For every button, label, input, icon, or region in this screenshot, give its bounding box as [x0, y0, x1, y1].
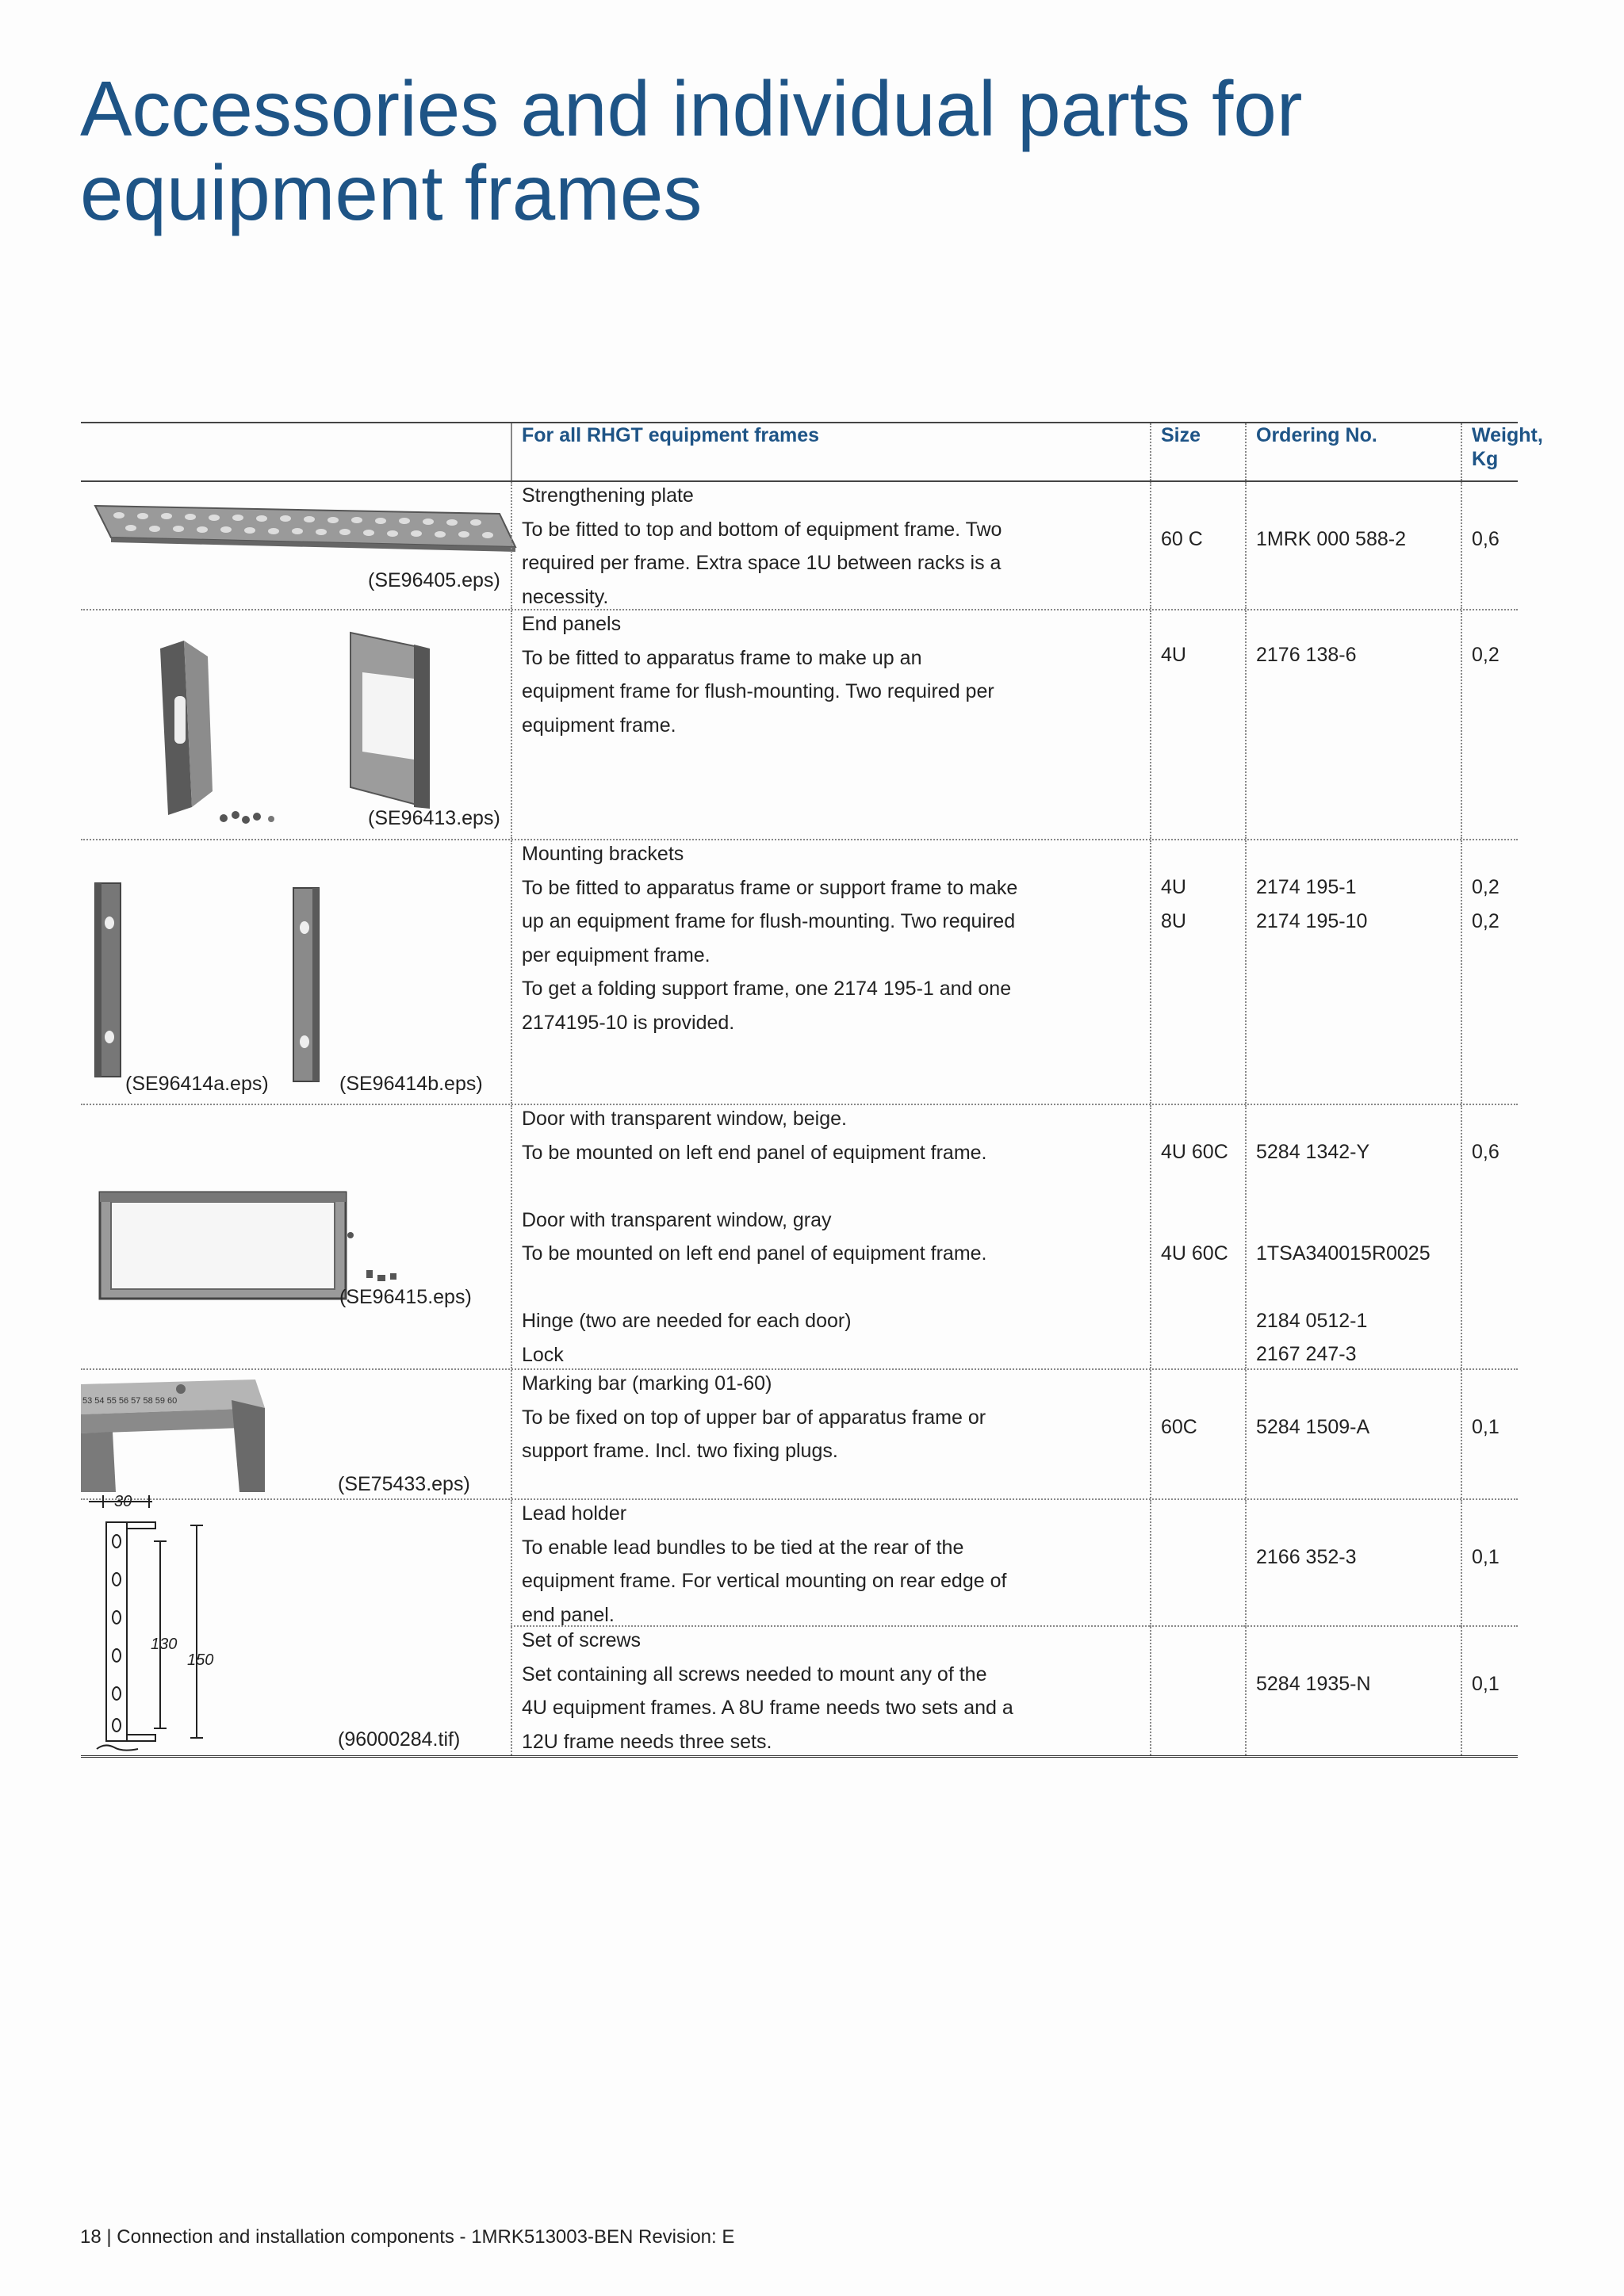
- end-panels-image: [113, 625, 446, 831]
- weight-value: 0,6: [1472, 528, 1500, 550]
- description-line: Lock: [522, 1343, 564, 1366]
- description-line: Hinge (two are needed for each door): [522, 1310, 852, 1332]
- image-cell: [81, 840, 511, 1104]
- description-cell: [511, 840, 1150, 1104]
- weight-value: 0,1: [1472, 1546, 1500, 1568]
- ordering-number: [1256, 1270, 1461, 1304]
- description-line: 2174195-10 is provided.: [522, 1011, 735, 1034]
- item-title: End panels: [522, 613, 622, 635]
- ordering-number: 2167 247-3: [1256, 1343, 1357, 1365]
- size-value: [1161, 1169, 1245, 1203]
- table-row-doors: [81, 1105, 1518, 1370]
- weight-cell: [1461, 1627, 1518, 1755]
- dimension-150: 150: [187, 1651, 214, 1669]
- header-ordering: Ordering No.: [1256, 424, 1377, 446]
- description-line: 12U frame needs three sets.: [522, 1730, 772, 1753]
- description-line: equipment frame for flush-mounting. Two required per: [522, 680, 994, 702]
- table-row-strengthening-plate: [81, 482, 1518, 610]
- strengthening-plate-image: [87, 499, 531, 555]
- description-line: equipment frame.: [522, 714, 676, 737]
- size-cell: [1150, 1500, 1245, 1627]
- item-title: Marking bar (marking 01-60): [522, 1372, 772, 1395]
- weight-value: 0,1: [1472, 1416, 1500, 1438]
- weight-cell: [1461, 840, 1518, 1104]
- description-line: To be fitted to top and bottom of equipment frame. Two: [522, 518, 1002, 541]
- weight-cell: [1461, 1105, 1518, 1368]
- table-row-mounting-brackets: [81, 840, 1518, 1105]
- size-value: 60C: [1161, 1416, 1197, 1438]
- image-cell: [81, 1105, 511, 1368]
- weight-cell: [1461, 1370, 1518, 1498]
- description-line: To be fitted to apparatus frame to make up an: [522, 646, 922, 669]
- image-reference: (SE96405.eps): [368, 569, 500, 591]
- size-value: 8U: [1161, 909, 1186, 932]
- ordering-number: 1TSA340015R0025: [1256, 1242, 1431, 1265]
- image-reference: (SE96415.eps): [339, 1286, 472, 1308]
- size-cell: [1150, 840, 1245, 1104]
- ordering-number: [1256, 1203, 1461, 1237]
- ordering-number: 5284 1509-A: [1256, 1416, 1370, 1438]
- ordering-number: 2174 195-10: [1256, 909, 1368, 932]
- size-cell: [1150, 482, 1245, 609]
- page-title-line-2: equipment frames: [80, 149, 703, 236]
- ordering-number: 1MRK 000 588-2: [1256, 528, 1407, 550]
- description-line: necessity.: [522, 585, 609, 608]
- image-reference: (SE75433.eps): [338, 1473, 470, 1495]
- size-value: 60 C: [1161, 528, 1203, 550]
- header-image-cell: [81, 423, 511, 480]
- header-description-cell: [511, 423, 1150, 480]
- description-line: Door with transparent window, gray: [522, 1208, 832, 1231]
- size-value: [1161, 1203, 1245, 1237]
- description-cell: [511, 482, 1150, 609]
- header-description: For all RHGT equipment frames: [522, 424, 820, 446]
- ordering-number: 2174 195-1: [1256, 876, 1357, 898]
- description-cell: [511, 610, 1150, 839]
- ordering-cell: [1245, 610, 1461, 839]
- marking-numbers: 53 54 55 56 57 58 59 60: [82, 1396, 178, 1406]
- ordering-cell: [1245, 1370, 1461, 1498]
- ordering-cell: [1245, 840, 1461, 1104]
- description-line: end panel.: [522, 1603, 615, 1626]
- page-title-line-1: Accessories and individual parts for: [80, 65, 1303, 152]
- description-line: per equipment frame.: [522, 943, 710, 966]
- description-line: To be fitted to apparatus frame or support frame to make: [522, 876, 1018, 899]
- image-cell: [81, 610, 511, 839]
- image-reference: (96000284.tif): [338, 1728, 461, 1751]
- marking-bar-image: [81, 1376, 271, 1495]
- description-line: required per frame. Extra space 1U between racks is a: [522, 552, 1002, 574]
- lead-holder-drawing: [81, 1490, 239, 1752]
- description-line: 4U equipment frames. A 8U frame needs two sets and a: [522, 1697, 1013, 1719]
- description-cell: [511, 1370, 1150, 1498]
- description-line: To be fixed on top of upper bar of apparatus frame or: [522, 1406, 986, 1429]
- weight-value: 0,1: [1472, 1673, 1500, 1695]
- description-line: up an equipment frame for flush-mounting. Two required: [522, 910, 1016, 932]
- header-ordering-cell: [1245, 423, 1461, 480]
- description-line: equipment frame. For vertical mounting on rear edge of: [522, 1570, 1007, 1592]
- ordering-number: [1256, 1169, 1461, 1203]
- description-line: Set containing all screws needed to mount any of the: [522, 1663, 987, 1686]
- image-cell: [81, 1493, 511, 1755]
- size-cell: [1150, 610, 1245, 839]
- table-header: [81, 422, 1543, 482]
- dimension-130: 130: [151, 1636, 178, 1653]
- dimension-30: 30: [114, 1493, 132, 1510]
- description-line: To get a folding support frame, one 2174 195-1 and one: [522, 978, 1012, 1000]
- header-size: Size: [1161, 424, 1201, 446]
- description-cell: [511, 1627, 1150, 1755]
- header-weight: Weight, Kg: [1472, 424, 1543, 470]
- size-cell: [1150, 1370, 1245, 1498]
- weight-cell: [1461, 1500, 1518, 1627]
- mounting-bracket-b-image: [290, 886, 322, 1085]
- header-size-cell: [1150, 423, 1245, 480]
- item-title: Door with transparent window, beige.: [522, 1108, 847, 1130]
- description-line: To be mounted on left end panel of equipment frame.: [522, 1242, 987, 1265]
- ordering-number: 5284 1342-Y: [1256, 1141, 1370, 1163]
- image-cell: [81, 482, 511, 609]
- ordering-number: 2184 0512-1: [1256, 1309, 1368, 1332]
- parts-table: [81, 422, 1543, 1758]
- image-reference: (SE96413.eps): [368, 807, 500, 829]
- description-line: [522, 1271, 1150, 1305]
- ordering-number: 2176 138-6: [1256, 644, 1357, 666]
- size-value: 4U 60C: [1161, 1141, 1228, 1163]
- table-row-marking-bar: [81, 1370, 1518, 1500]
- ordering-cell: [1245, 1500, 1461, 1627]
- weight-value: 0,2: [1472, 909, 1500, 932]
- ordering-cell: [1245, 482, 1461, 609]
- ordering-number: 5284 1935-N: [1256, 1673, 1371, 1695]
- header-weight-cell: [1461, 423, 1543, 480]
- item-title: Mounting brackets: [522, 843, 684, 865]
- image-cell: [81, 1370, 511, 1498]
- size-cell: [1150, 1627, 1245, 1755]
- page-footer: 18 | Connection and installation components - 1MRK513003-BEN Revision: E: [80, 2226, 735, 2248]
- size-value: 4U 60C: [1161, 1242, 1228, 1265]
- description-line: To be mounted on left end panel of equipment frame.: [522, 1141, 987, 1164]
- description-line: support frame. Incl. two fixing plugs.: [522, 1440, 838, 1462]
- description-line: To enable lead bundles to be tied at the rear of the: [522, 1536, 964, 1559]
- image-reference: (SE96414b.eps): [339, 1073, 483, 1095]
- weight-cell: [1461, 610, 1518, 839]
- item-title: Strengthening plate: [522, 484, 694, 507]
- item-title: Lead holder: [522, 1502, 627, 1525]
- table-row-end-panels: [81, 610, 1518, 840]
- image-reference: (SE96414a.eps): [125, 1073, 269, 1095]
- ordering-cell: [1245, 1627, 1461, 1755]
- table-row-lead-holder: [81, 1500, 1518, 1627]
- weight-value: 0,2: [1472, 644, 1500, 666]
- item-title: Set of screws: [522, 1629, 642, 1651]
- size-value: 4U: [1161, 876, 1186, 898]
- weight-value: 0,6: [1472, 1141, 1500, 1163]
- weight-value: 0,2: [1472, 876, 1500, 898]
- size-cell: [1150, 1105, 1245, 1368]
- weight-cell: [1461, 482, 1518, 609]
- description-cell: [511, 1105, 1150, 1368]
- page-title: [80, 67, 1507, 235]
- ordering-number: 2166 352-3: [1256, 1546, 1357, 1568]
- size-value: 4U: [1161, 644, 1186, 666]
- description-line: [522, 1169, 1150, 1203]
- ordering-cell: [1245, 1105, 1461, 1368]
- description-cell: [511, 1500, 1150, 1627]
- mounting-bracket-a-image: [92, 882, 124, 1080]
